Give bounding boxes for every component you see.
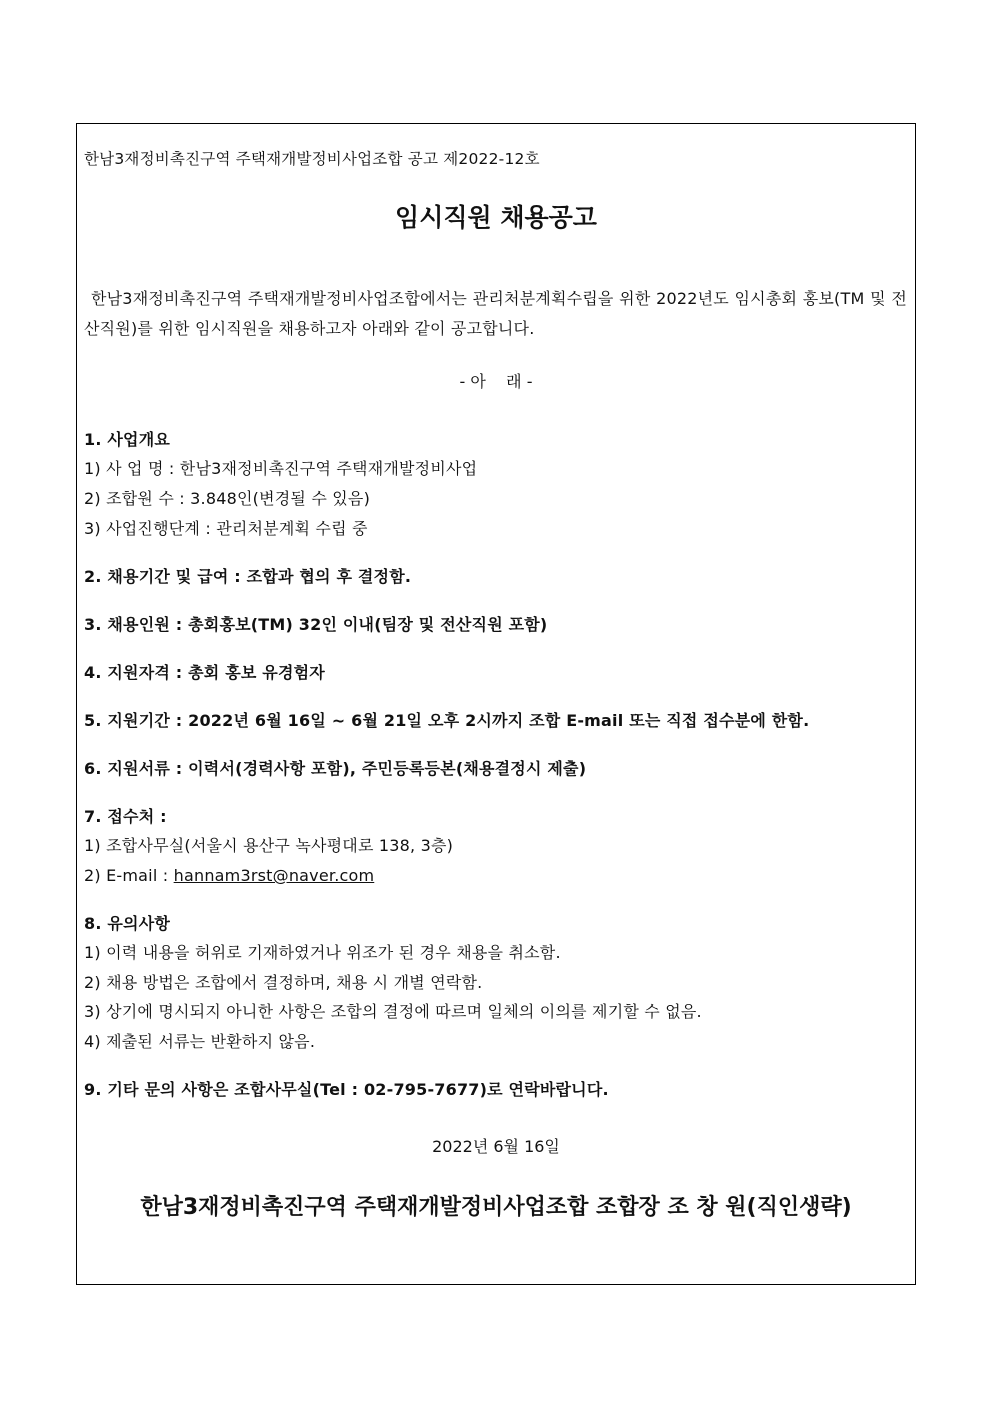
notice-number: 한남3재정비촉진구역 주택재개발정비사업조합 공고 제2022-12호 [84,150,540,168]
section-8-item-1: 1) 이력 내용을 허위로 기재하였거나 위조가 된 경우 채용을 취소함. [84,943,561,962]
notice-date: 2022년 6월 16일 [432,1137,560,1156]
section-9: 9. 기타 문의 사항은 조합사무실(Tel : 02-795-7677)로 연락바랍니다. [84,1080,609,1099]
section-4: 4. 지원자격 : 총회 홍보 유경험자 [84,663,325,682]
section-1-item-2: 2) 조합원 수 : 3.848인(변경될 수 있음) [84,489,371,508]
email-link[interactable]: hannam3rst@naver.com [173,866,375,885]
below-marker: - 아 래 - [459,372,533,391]
section-7-item-1: 1) 조합사무실(서울시 용산구 녹사평대로 138, 3층) [84,836,454,855]
email-label: 2) E-mail : [84,866,174,885]
section-1-item-3: 3) 사업진행단계 : 관리처분계획 수립 중 [84,519,368,538]
section-2: 2. 채용기간 및 급여 : 조합과 협의 후 결정함. [84,567,412,586]
section-8-heading: 8. 유의사항 [84,914,171,933]
section-7-item-2 [84,866,374,886]
section-5: 5. 지원기간 : 2022년 6월 16일 ~ 6월 21일 오후 2시까지 조합 E-mail 또는 직접 접수분에 한함. [84,711,810,730]
section-1-item-1: 1) 사 업 명 : 한남3재정비촉진구역 주택재개발정비사업 [84,459,478,478]
section-1-heading: 1. 사업개요 [84,430,171,449]
signature-line: 한남3재정비촉진구역 주택재개발정비사업조합 조합장 조 창 원(직인생략) [140,1195,852,1220]
section-8-item-3: 3) 상기에 명시되지 아니한 사항은 조합의 결정에 따르며 일체의 이의를 제기할 수 없음. [84,1002,702,1021]
section-3: 3. 채용인원 : 총회홍보(TM) 32인 이내(팀장 및 전산직원 포함) [84,615,548,634]
intro-paragraph: 한남3재정비촉진구역 주택재개발정비사업조합에서는 관리처분계획수립을 위한 2022년도 임시총회 홍보(TM 및 전산직원)를 위한 임시직원을 채용하고자 아래와 같이 공고합니다. [84,289,907,338]
section-8-item-4: 4) 제출된 서류는 반환하지 않음. [84,1032,316,1051]
section-7-heading: 7. 접수처 : [84,807,167,826]
section-6: 6. 지원서류 : 이력서(경력사항 포함), 주민등록등본(채용결정시 제출) [84,759,587,778]
page-title: 임시직원 채용공고 [395,203,597,232]
section-8-item-2: 2) 채용 방법은 조합에서 결정하며, 채용 시 개별 연락함. [84,973,483,992]
